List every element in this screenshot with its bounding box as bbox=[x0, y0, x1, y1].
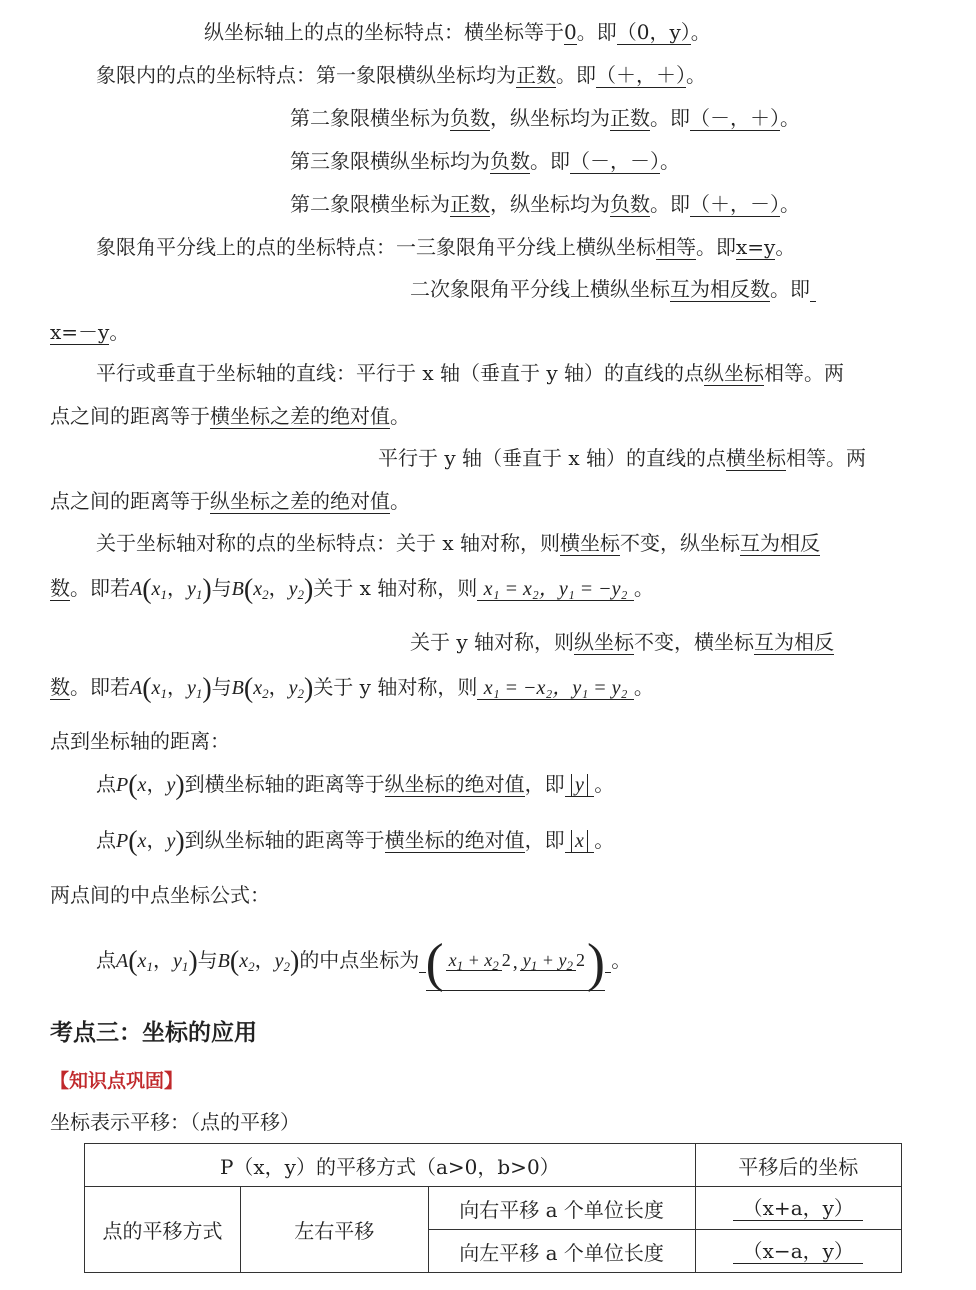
line-midpoint-formula: 点$A(x_1$，$y_1$)与$B(x_2$，$y_2$)的中点坐标为 ( $x_1 + x_2$ 2 , $y_1 + y_2$ 2) 。 bbox=[96, 932, 632, 993]
line-quadrant-2 bbox=[290, 104, 800, 132]
blank-answer: 相等 bbox=[656, 235, 696, 259]
line-bisector-24-answer bbox=[50, 318, 129, 346]
blank-answer: 正数 bbox=[450, 192, 490, 216]
text: 点 bbox=[96, 828, 116, 852]
blank-answer: 互为相反 bbox=[740, 531, 820, 555]
text: 不变，横坐标 bbox=[634, 630, 755, 654]
text: 象限角平分线上的点的坐标特点：一三象限角平分线上横纵坐标 bbox=[96, 235, 656, 259]
translation-table bbox=[84, 1143, 902, 1273]
blank-answer: 正数 bbox=[610, 106, 650, 130]
text: 相等。两 bbox=[764, 361, 845, 385]
blank-answer: 横坐标的绝对值 bbox=[384, 828, 525, 852]
abs-value: x bbox=[571, 830, 588, 852]
text: 。 bbox=[690, 20, 711, 44]
section-title: 考点三：坐标的应用 bbox=[50, 1020, 257, 1046]
text: 。即若 bbox=[70, 576, 130, 600]
text: 。 bbox=[611, 948, 632, 972]
line-distance-heading bbox=[50, 727, 230, 755]
text: ，即 bbox=[524, 828, 565, 852]
line-parallel-y bbox=[378, 444, 866, 472]
text: 二次象限角平分线上横纵坐标 bbox=[410, 277, 670, 301]
translation-intro: 坐标表示平移：（点的平移） bbox=[50, 1110, 300, 1134]
text: 。即 bbox=[650, 106, 690, 130]
blank-answer: 负数 bbox=[450, 106, 490, 130]
blank-answer: 互为相反 bbox=[754, 630, 835, 654]
text: 。 bbox=[780, 192, 800, 216]
line-symmetry-x bbox=[96, 529, 820, 557]
text: 关于 x 轴对称，则 bbox=[313, 576, 478, 600]
point-a-expression: $A(x_1$，$y_1$) bbox=[116, 946, 198, 977]
text: 象限内的点的坐标特点：第一象限横纵坐标均为 bbox=[96, 63, 516, 87]
point-b-expression: $B(x_2$，$y_2$) bbox=[231, 673, 314, 704]
blank-answer: （＋，＋） bbox=[596, 63, 686, 87]
blank-answer: （－，－） bbox=[570, 149, 660, 173]
blank-line bbox=[477, 576, 483, 601]
blank-answer: 横坐标 bbox=[560, 531, 620, 555]
text: 点 bbox=[96, 948, 116, 972]
text: 关于 y 轴对称，则 bbox=[313, 675, 478, 699]
line-distance-x-axis bbox=[96, 770, 614, 800]
text: ，纵坐标均为 bbox=[490, 192, 610, 216]
line-quadrant-3 bbox=[290, 147, 680, 175]
text: 。 bbox=[633, 576, 654, 600]
text: 。 bbox=[633, 675, 654, 699]
line-midpoint-heading bbox=[50, 881, 270, 909]
blank-answer: 正数 bbox=[516, 63, 556, 87]
text: 。即 bbox=[650, 192, 690, 216]
text: 到纵坐标轴的距离等于 bbox=[184, 828, 385, 852]
table-sub-group: 左右平移 bbox=[240, 1187, 428, 1273]
blank-answer: 纵坐标 bbox=[704, 361, 765, 385]
line-symmetry-x-formula: 数。即若$A(x_1$，$y_1$)与$B(x_2$，$y_2$)关于 x 轴对称，则 x₁ = x₂，y₁ = −y₂ 。 bbox=[50, 574, 654, 605]
text: 。 bbox=[660, 149, 680, 173]
table-header-row bbox=[85, 1144, 902, 1187]
blank-answer: 数 bbox=[50, 576, 70, 600]
text: 。 bbox=[390, 404, 410, 428]
blank-answer: （x−a，y） bbox=[733, 1239, 863, 1264]
text: 第二象限横坐标为 bbox=[290, 106, 450, 130]
text: 平行或垂直于坐标轴的直线：平行于 x 轴（垂直于 y 轴）的直线的点 bbox=[96, 361, 705, 385]
text: 。 bbox=[390, 489, 410, 513]
text: 点之间的距离等于 bbox=[50, 489, 210, 513]
text: 。 bbox=[594, 828, 615, 852]
text: 不变，纵坐标 bbox=[620, 531, 740, 555]
text: 点到坐标轴的距离： bbox=[50, 729, 230, 753]
text: 。即 bbox=[530, 149, 570, 173]
line-bisector-13 bbox=[96, 233, 795, 261]
blank-answer-formula: x₁ = −x₂，y₁ = y₂ bbox=[483, 677, 628, 699]
table-header-left: P（x，y）的平移方式（a>0，b>0） bbox=[85, 1144, 696, 1187]
text: 。即若 bbox=[70, 675, 130, 699]
text: 相等。两 bbox=[786, 446, 867, 470]
blank-answer-formula: x₁ = x₂，y₁ = −y₂ bbox=[483, 578, 628, 600]
line-quadrant-4 bbox=[290, 190, 800, 218]
text: 平行于 y 轴（垂直于 x 轴）的直线的点 bbox=[378, 446, 727, 470]
blank-answer: 0 bbox=[564, 20, 577, 44]
blank-answer: x=－y bbox=[50, 320, 110, 344]
table-header-right: 平移后的坐标 bbox=[695, 1144, 901, 1187]
line-parallel-y-distance bbox=[50, 487, 410, 515]
blank-answer: （＋，－） bbox=[690, 192, 780, 216]
blank-answer: 横坐标 bbox=[726, 446, 787, 470]
blank-answer: 负数 bbox=[490, 149, 530, 173]
midpoint-answer: ( $x_1 + x_2$ 2 , $y_1 + y_2$ 2) bbox=[425, 932, 605, 993]
blank-answer: 纵坐标之差的绝对值 bbox=[210, 489, 390, 513]
text: 到横坐标轴的距离等于 bbox=[184, 772, 385, 796]
point-p-expression: P(x，y) bbox=[116, 770, 185, 801]
table-row-group: 点的平移方式 bbox=[85, 1187, 241, 1273]
blank-answer: 横坐标之差的绝对值 bbox=[210, 404, 390, 428]
text: 的中点坐标为 bbox=[299, 948, 420, 972]
point-b-expression: $B(x_2$，$y_2$) bbox=[231, 574, 314, 605]
text: 点之间的距离等于 bbox=[50, 404, 210, 428]
text: ，纵坐标均为 bbox=[490, 106, 610, 130]
blank-answer: 纵坐标 bbox=[574, 630, 635, 654]
blank-answer-abs bbox=[571, 772, 588, 797]
blank-line bbox=[810, 277, 816, 302]
table-row bbox=[85, 1187, 902, 1230]
blank-answer: 数 bbox=[50, 675, 70, 699]
text: 第三象限横纵坐标均为 bbox=[290, 149, 490, 173]
text: 第二象限横坐标为 bbox=[290, 192, 450, 216]
text: 。 bbox=[109, 320, 130, 344]
blank-answer: 负数 bbox=[610, 192, 650, 216]
blank-answer: 互为相反数 bbox=[670, 277, 770, 301]
knowledge-tag: 【知识点巩固】 bbox=[50, 1070, 184, 1092]
text: 。 bbox=[686, 63, 706, 87]
abs-value: y bbox=[571, 774, 588, 796]
text: 关于坐标轴对称的点的坐标特点：关于 x 轴对称，则 bbox=[96, 531, 560, 555]
line-bisector-24 bbox=[410, 275, 816, 303]
line-symmetry-y bbox=[410, 628, 834, 656]
blank-answer: （x+a，y） bbox=[733, 1196, 863, 1221]
line-quadrant-1 bbox=[96, 61, 706, 89]
text: 纵坐标轴上的点的坐标特点：横坐标等于 bbox=[204, 20, 564, 44]
blank-answer-abs bbox=[571, 828, 588, 853]
blank-answer: 纵坐标的绝对值 bbox=[384, 772, 525, 796]
text: ，即 bbox=[524, 772, 565, 796]
table-cell-result bbox=[695, 1230, 901, 1273]
point-p-expression: P(x，y) bbox=[116, 826, 185, 857]
text: 。即 bbox=[696, 235, 736, 259]
blank-answer: （－，＋） bbox=[690, 106, 780, 130]
line-y-axis-points bbox=[204, 18, 711, 46]
text: 。即 bbox=[576, 20, 617, 44]
line-parallel-x-distance bbox=[50, 402, 410, 430]
line-parallel-x bbox=[96, 359, 844, 387]
blank-line bbox=[477, 675, 483, 700]
table-cell-desc: 向右平移 a 个单位长度 bbox=[428, 1187, 695, 1230]
fraction-x: $x_1 + x_2$ 2 bbox=[446, 950, 511, 970]
line-distance-y-axis bbox=[96, 826, 614, 856]
table-cell-desc: 向左平移 a 个单位长度 bbox=[428, 1230, 695, 1273]
text: 两点间的中点坐标公式： bbox=[50, 883, 270, 907]
text: 。 bbox=[594, 772, 615, 796]
point-a-expression: $A(x_1$，$y_1$) bbox=[130, 574, 212, 605]
point-b-expression: $B(x_2$，$y_2$) bbox=[217, 946, 300, 977]
text: 关于 y 轴对称，则 bbox=[410, 630, 575, 654]
blank-answer: x=y bbox=[736, 235, 776, 259]
text: 。即 bbox=[556, 63, 596, 87]
table-cell-result bbox=[695, 1187, 901, 1230]
fraction-y: $y_1 + y_2$ 2 bbox=[520, 950, 585, 970]
line-symmetry-y-formula: 数。即若$A(x_1$，$y_1$)与$B(x_2$，$y_2$)关于 y 轴对称，则 x₁ = −x₂，y₁ = y₂ 。 bbox=[50, 673, 654, 704]
text: 。即 bbox=[770, 277, 810, 301]
text: 。 bbox=[780, 106, 800, 130]
point-a-expression: $A(x_1$，$y_1$) bbox=[130, 673, 212, 704]
blank-answer: （0，y） bbox=[616, 20, 691, 44]
text: 点 bbox=[96, 772, 116, 796]
text: 。 bbox=[775, 235, 796, 259]
